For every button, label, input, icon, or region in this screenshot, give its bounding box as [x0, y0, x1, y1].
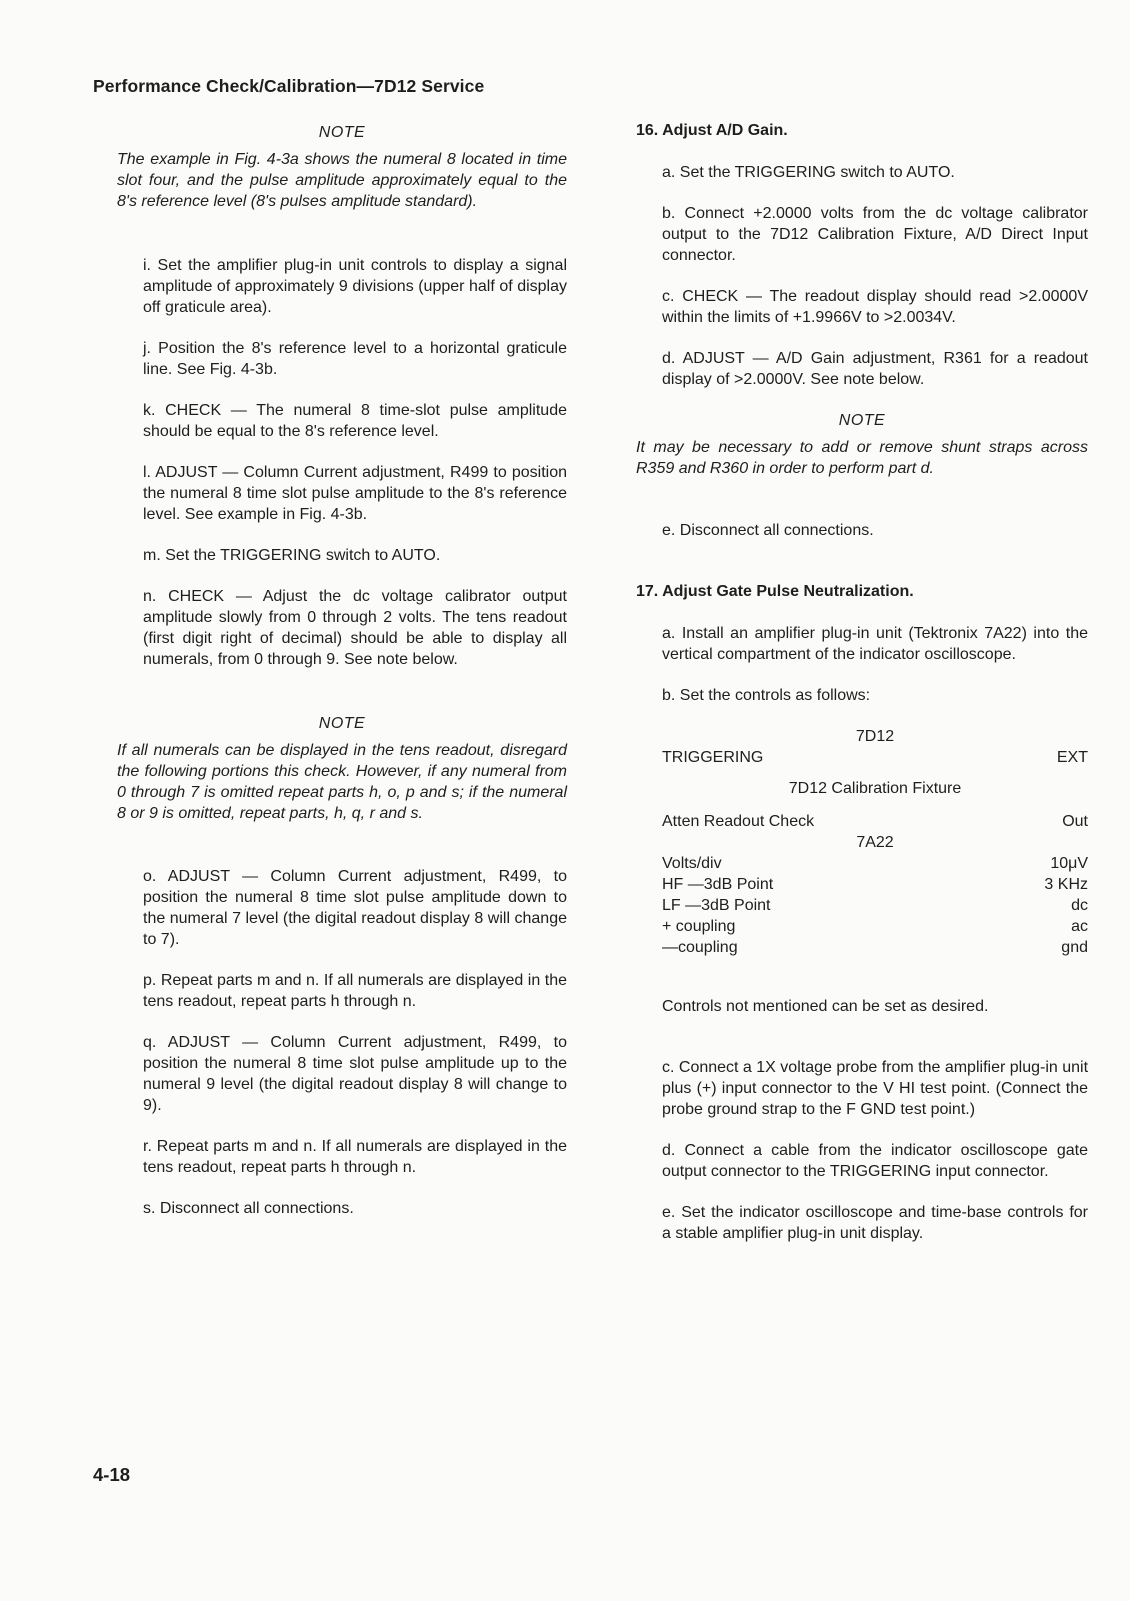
- controls-heading: 7D12 Calibration Fixture: [788, 780, 962, 797]
- step-17c: c. Connect a 1X voltage probe from the amplifier plug-in unit plus (+) input connector to the V HI test point. (Connect the probe ground strap to the F GND test point.): [662, 1059, 1089, 1118]
- control-label: Atten Readout Check: [662, 813, 815, 830]
- step-17-title: 17. Adjust Gate Pulse Neutralization.: [636, 583, 914, 600]
- note-body: If all numerals can be displayed in the tens readout, disregard the following portions this check. However, if any numeral from 0 through 7 is omitted repeat parts h, o, p and s; if the numeral 8 or 9 is omitted, repeat parts, h, q, r and s.: [117, 742, 567, 822]
- step-list: [117, 866, 567, 1219]
- step-l: l. ADJUST — Column Current adjustment, R499 to position the numeral 8 time slot pulse amplitude to the 8's reference level. See example in Fig. 4-3b.: [143, 464, 567, 523]
- control-value: ac: [1071, 918, 1088, 935]
- step-16a: a. Set the TRIGGERING switch to AUTO.: [662, 164, 955, 181]
- control-label: Volts/div: [662, 855, 722, 872]
- control-label: —coupling: [662, 939, 738, 956]
- step-17a: a. Install an amplifier plug-in unit (Tektronix 7A22) into the vertical compartment of the indicator oscilloscope.: [662, 625, 1088, 663]
- step-17b: b. Set the controls as follows:: [662, 687, 871, 704]
- controls-row: [662, 853, 1088, 874]
- step-16-list: [636, 162, 1088, 390]
- note-body: It may be necessary to add or remove shunt straps across R359 and R360 in order to perform part d.: [636, 439, 1088, 477]
- controls-heading: 7A22: [856, 834, 894, 851]
- step-k: k. CHECK — The numeral 8 time-slot pulse amplitude should be equal to the 8's reference level.: [143, 402, 567, 440]
- note-title: NOTE: [318, 715, 366, 732]
- step-i: i. Set the amplifier plug-in unit controls to display a signal amplitude of approximately 9 divisions (upper half of display off graticule area).: [143, 257, 567, 316]
- step-n: n. CHECK — Adjust the dc voltage calibrator output amplitude slowly from 0 through 2 volts. The tens readout (first digit right of decimal) should be able to display all numerals, from 0 through 9. See note below.: [143, 588, 567, 668]
- page-number: 4-18: [93, 1464, 131, 1485]
- note-title: NOTE: [318, 124, 366, 141]
- control-label: TRIGGERING: [662, 749, 764, 766]
- step-16-list: [636, 520, 1088, 541]
- control-label: HF —3dB Point: [662, 876, 774, 893]
- control-value: 10μV: [1050, 855, 1088, 872]
- controls-table: [662, 726, 1088, 958]
- controls-heading: 7D12: [855, 728, 895, 745]
- step-p: p. Repeat parts m and n. If all numerals are displayed in the tens readout, repeat parts h through n.: [143, 972, 567, 1010]
- step-16d: d. ADJUST — A/D Gain adjustment, R361 for a readout display of >2.0000V. See note below.: [662, 350, 1088, 388]
- controls-note: Controls not mentioned can be set as desired.: [662, 998, 989, 1015]
- right-column: [636, 120, 1088, 1264]
- control-label: + coupling: [662, 918, 736, 935]
- step-16c: c. CHECK — The readout display should read >2.0000V within the limits of +1.9966V to >2.0034V.: [662, 288, 1088, 326]
- controls-row: [662, 811, 1088, 832]
- step-16e: e. Disconnect all connections.: [662, 522, 874, 539]
- control-value: gnd: [1061, 939, 1088, 956]
- step-m: m. Set the TRIGGERING switch to AUTO.: [143, 547, 441, 564]
- controls-row: [662, 747, 1088, 768]
- control-value: Out: [1062, 813, 1088, 830]
- step-17d: d. Connect a cable from the indicator oscilloscope gate output connector to the TRIGGERING input connector.: [662, 1142, 1088, 1180]
- left-column: [117, 122, 567, 1239]
- page-header: Performance Check/Calibration—7D12 Service: [93, 76, 485, 96]
- controls-row: [662, 916, 1088, 937]
- control-value: 3 KHz: [1044, 876, 1088, 893]
- control-value: EXT: [1056, 749, 1088, 766]
- controls-row: [662, 874, 1088, 895]
- step-16-title: 16. Adjust A/D Gain.: [636, 122, 788, 139]
- step-list: [117, 255, 567, 670]
- controls-row: [662, 937, 1088, 958]
- note-body: The example in Fig. 4-3a shows the numeral 8 located in time slot four, and the pulse amplitude approximately equal to the 8's reference level (8's pulses amplitude standard).: [117, 151, 567, 210]
- step-17-list: [636, 623, 1088, 1244]
- controls-row: [662, 895, 1088, 916]
- step-17e: e. Set the indicator oscilloscope and time-base controls for a stable amplifier plug-in unit display.: [662, 1204, 1088, 1242]
- step-q: q. ADJUST — Column Current adjustment, R499, to position the numeral 8 time slot pulse amplitude up to the numeral 9 level (the digital readout display 8 will change to 9).: [143, 1034, 567, 1114]
- step-16b: b. Connect +2.0000 volts from the dc voltage calibrator output to the 7D12 Calibration Fixture, A/D Direct Input connector.: [662, 205, 1088, 264]
- step-s: s. Disconnect all connections.: [143, 1200, 354, 1217]
- step-o: o. ADJUST — Column Current adjustment, R499, to position the numeral 8 time slot pulse amplitude down to the numeral 7 level (the digital readout display 8 will change to 7).: [143, 868, 567, 948]
- control-value: dc: [1071, 897, 1088, 914]
- step-j: j. Position the 8's reference level to a horizontal graticule line. See Fig. 4-3b.: [143, 340, 567, 378]
- note-title: NOTE: [838, 412, 886, 429]
- control-label: LF —3dB Point: [662, 897, 771, 914]
- step-r: r. Repeat parts m and n. If all numerals are displayed in the tens readout, repeat parts h through n.: [143, 1138, 567, 1176]
